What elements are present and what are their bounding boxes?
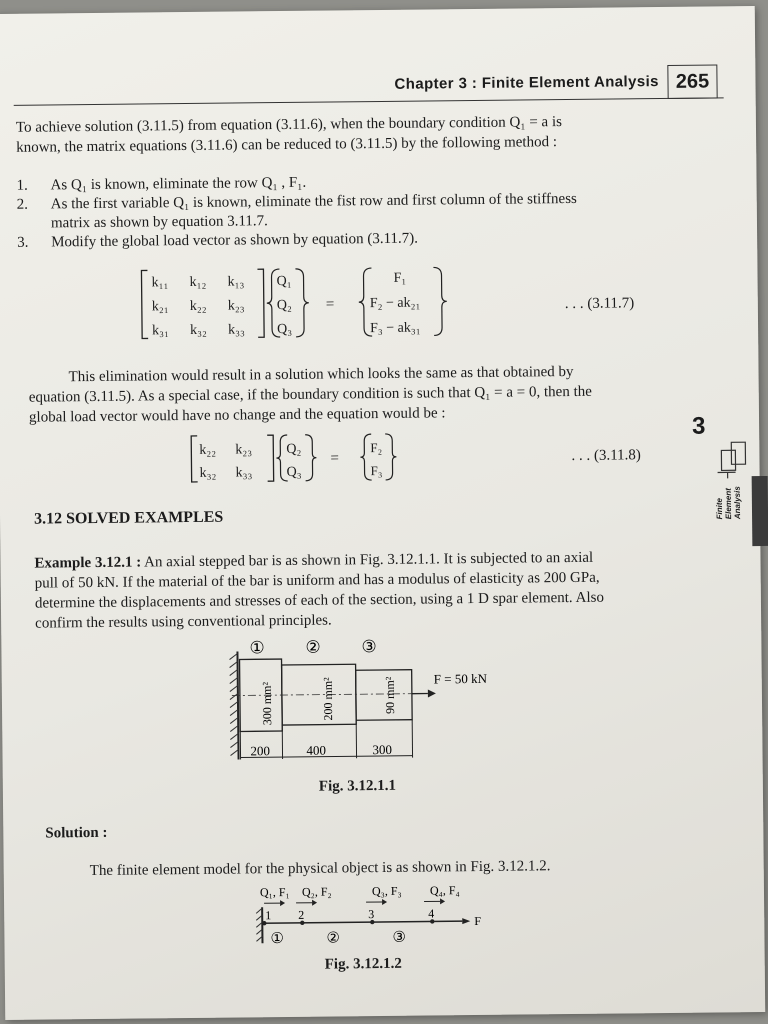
vector-entry: F₃ − ak₃₁ (369, 320, 421, 337)
matrix-entry: k₃₃ (227, 322, 245, 338)
length-label: 200 (250, 743, 271, 759)
node-number: 4 (428, 906, 435, 921)
load-label: Q₄, F₄ (429, 883, 460, 898)
load-label: Q₁, F₁ (259, 884, 290, 900)
paragraph-line: determine the displacements and stresses of each of the section, using a 1 D spar element. Also (34, 589, 604, 612)
figure-caption: Fig. 3.12.1.2 (324, 955, 402, 973)
intro-line: To achieve solution (3.11.5) from equation (3.11.6), when the boundary condition Q₁ = a is (15, 114, 563, 136)
example-label: Example 3.12.1 : (34, 554, 142, 572)
arrow-head-icon (428, 689, 436, 697)
intro-line: known, the matrix equations (3.11.6) can be reduced to (3.11.5) by the following method : (16, 134, 558, 156)
vector-entry: F₁ (393, 270, 407, 286)
side-word: Analysis (732, 486, 743, 520)
fixed-wall (237, 652, 238, 760)
arrow-head-icon (462, 918, 470, 924)
right-bracket (257, 269, 264, 337)
paragraph-line: pull of 50 kN. If the material of the bar is uniform and has a modulus of elasticity as 200 GPa, (34, 569, 600, 592)
area-label: 300 mm² (259, 681, 275, 726)
example-text: An axial stepped bar is as shown in Fig. 3.12.1.1. It is subjected to an axial (141, 549, 594, 571)
paragraph-line: equation (3.11.5). As a special case, if the boundary condition is such that Q₁ = a = 0, then the (28, 383, 592, 406)
equation-number: . . . (3.11.8) (571, 447, 641, 464)
node-number: 1 (265, 908, 272, 923)
equals-sign: = (330, 450, 339, 467)
page-number: 265 (667, 64, 717, 99)
figure-stepped-bar (227, 630, 528, 765)
node-number: 3 (368, 907, 375, 922)
intro-paragraph (16, 112, 562, 158)
equals-sign: = (325, 296, 335, 313)
side-chapter-number: 3 (691, 412, 706, 440)
right-brace (305, 435, 316, 481)
force-label: F (474, 913, 482, 929)
matrix-entry: k₃₂ (199, 465, 217, 481)
right-bracket (267, 435, 273, 481)
matrix-entry: k₂₃ (235, 442, 253, 458)
section-number: ③ (361, 637, 377, 658)
example-paragraph (34, 547, 685, 634)
list-number: 2. (16, 196, 29, 213)
solution-label: Solution : (45, 824, 108, 842)
matrix-entry: k₁₃ (227, 274, 245, 290)
side-word: Finite (714, 497, 725, 520)
section-title: 3.12 SOLVED EXAMPLES (33, 508, 224, 528)
list-number: 3. (17, 234, 29, 251)
load-arrows (264, 901, 440, 903)
right-brace (295, 269, 309, 337)
paragraph-line: global load vector would have no change and the equation would be : (28, 405, 446, 426)
book-page (0, 6, 765, 1020)
paragraph-line: confirm the results using conventional principles. (35, 612, 332, 632)
area-label: 200 mm² (320, 677, 336, 721)
vector-entry: F₂ − ak₂₁ (369, 295, 421, 312)
element-number: ② (326, 928, 340, 947)
figure-fe-model (254, 881, 495, 954)
paragraph-line: This elimination would result in a solution which looks the same as that obtained by (68, 363, 574, 386)
side-word: Element (723, 488, 734, 520)
section-number: ② (305, 637, 321, 658)
right-brace (385, 434, 396, 480)
section-number: ① (249, 638, 265, 659)
length-label: 300 (372, 741, 393, 758)
right-brace (433, 267, 447, 335)
side-tab-icon (715, 438, 755, 482)
list-text: Modify the global load vector as shown by equation (3.11.7). (51, 230, 419, 251)
vector-entry: Q₂ (286, 441, 302, 457)
vector-entry: Q₃ (276, 321, 293, 338)
matrix-entry: k₂₁ (151, 299, 169, 315)
load-label: Q₂, F₂ (301, 884, 332, 899)
list-text: As the first variable Q₁ is known, eliminate the fist row and first column of the stiffness (50, 190, 577, 213)
left-bracket (141, 270, 148, 338)
element-number: ① (270, 929, 284, 948)
side-tab-words (715, 486, 742, 519)
matrix-entry: k₁₂ (189, 274, 207, 290)
figure-caption: Fig. 3.12.1.1 (318, 777, 397, 795)
vector-entry: Q₁ (276, 273, 292, 290)
equation-3-11-8 (187, 430, 408, 488)
vector-entry: Q₂ (276, 297, 292, 314)
matrix-entry: k₃₁ (152, 323, 169, 339)
matrix-entry: k₂₂ (199, 442, 217, 458)
matrix-entry: k₂₃ (227, 298, 245, 314)
chapter-header: Chapter 3 : Finite Element Analysis (394, 73, 659, 93)
steps-list (16, 169, 717, 252)
list-number: 1. (16, 177, 28, 194)
left-bracket (191, 436, 197, 482)
vector-entry: F₃ (370, 462, 383, 479)
length-label: 400 (306, 742, 327, 758)
matrix-entry: k₃₃ (235, 465, 253, 481)
side-thumb-tab (752, 476, 768, 546)
vector-entry: Q₃ (286, 464, 302, 480)
matrix-entry: k₂₂ (189, 298, 207, 314)
solution-text: The finite element model for the physical object is as shown in Fig. 3.12.1.2. (89, 858, 551, 880)
equation-number: . . . (3.11.7) (564, 295, 635, 313)
arrow-head-icon (280, 898, 445, 906)
list-text: As Q₁ is known, eliminate the row Q₁ , F₁. (50, 174, 307, 194)
matrix-entry: k₁₁ (151, 275, 169, 291)
load-label: Q₃, F₃ (371, 883, 402, 899)
force-label: F = 50 kN (433, 670, 488, 687)
header-rule (14, 97, 724, 105)
element-number: ③ (392, 927, 406, 946)
matrix-entry: k₃₂ (189, 322, 207, 338)
elimination-paragraph (28, 361, 669, 428)
equation-3-11-7 (137, 261, 468, 344)
list-text: matrix as shown by equation 3.11.7. (50, 213, 268, 232)
area-label: 90 mm² (382, 676, 398, 714)
vector-entry: F₂ (370, 439, 383, 456)
node-number: 2 (298, 907, 305, 922)
